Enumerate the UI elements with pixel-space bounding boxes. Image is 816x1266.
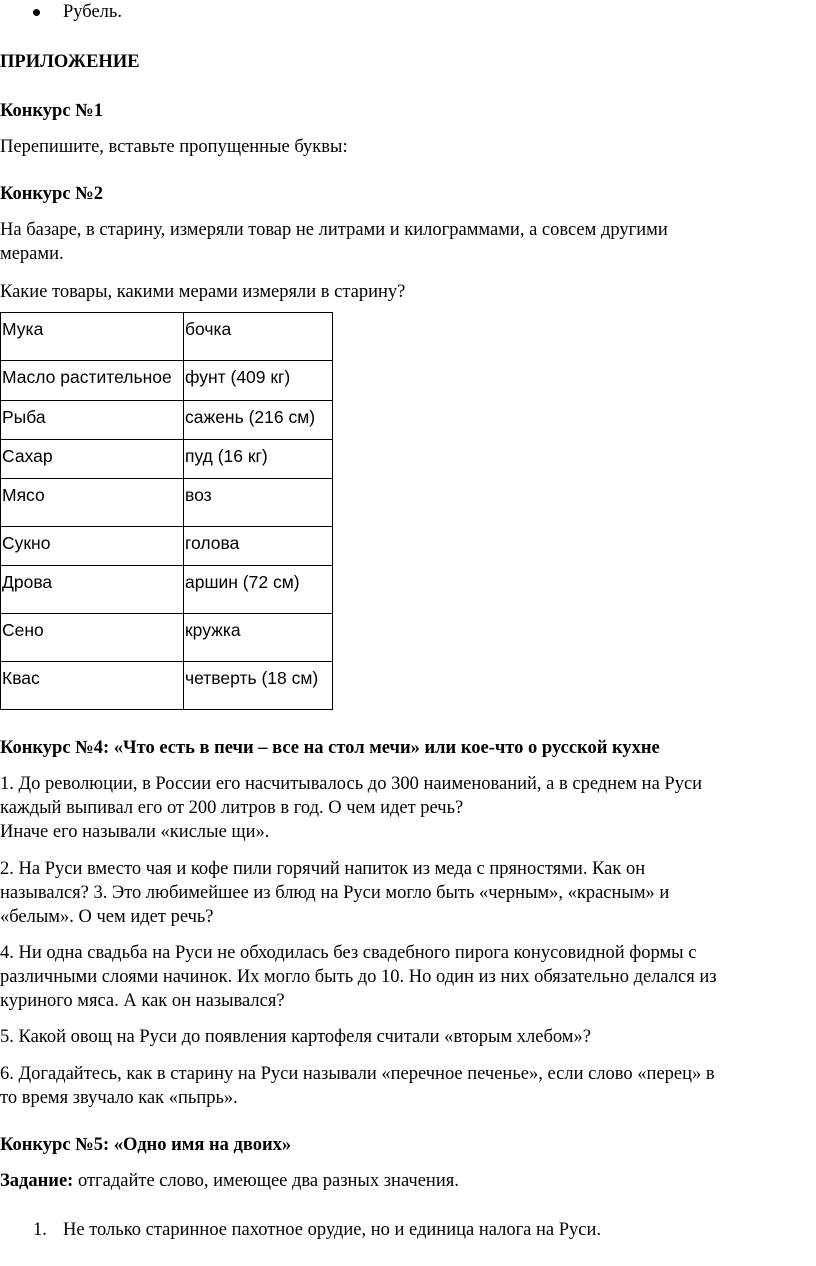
contest4-q4-line2: различными слоями начинок. Их могло быть до 10. Но один из них обязательно делался из [0, 967, 717, 987]
table-row [1, 440, 333, 479]
table-cell-item: Мясо [1, 479, 184, 527]
table-row [1, 401, 333, 440]
table-cell-item: Дрова [1, 566, 184, 614]
table-cell-item: Рыба [1, 401, 184, 440]
task-text: отгадайте слово, имеющее два разных значения. [73, 1171, 459, 1191]
table-cell-item: Мука [1, 313, 184, 361]
table-row [1, 662, 333, 710]
table-cell-measure: бочка [184, 313, 333, 361]
table-cell-measure: фунт (409 кг) [184, 361, 333, 401]
table-row [1, 614, 333, 662]
table-row [1, 479, 333, 527]
contest4-q2-line2: назывался? 3. Это любимейшее из блюд на Руси могло быть «черным», «красным» и [0, 883, 670, 903]
contest1-title: Конкурс №1 [0, 101, 104, 121]
contest4-q1-line2: каждый выпивал его от 200 литров в год. О чем идет речь? [0, 798, 464, 818]
table-row [1, 361, 333, 401]
table-row [1, 566, 333, 614]
contest4-q4-line1: 4. Ни одна свадьба на Руси не обходилась без свадебного пирога конусовидной формы с [0, 943, 697, 963]
table-cell-measure: голова [184, 527, 333, 566]
bullet-icon [33, 9, 40, 16]
contest2-question: Какие товары, какими мерами измеряли в старину? [0, 282, 406, 302]
appendix-heading: ПРИЛОЖЕНИЕ [0, 52, 140, 72]
contest4-q5: 5. Какой овощ на Руси до появления картофеля считали «вторым хлебом»? [0, 1027, 591, 1047]
contest5-title: Конкурс №5: «Одно имя на двоих» [0, 1135, 292, 1155]
contest2-line1: На базаре, в старину, измеряли товар не литрами и килограммами, а совсем другими [0, 220, 668, 240]
table-cell-measure: сажень (216 см) [184, 401, 333, 440]
table-cell-measure: кружка [184, 614, 333, 662]
list-item-number: 1. [33, 1220, 47, 1240]
table-cell-measure: пуд (16 кг) [184, 440, 333, 479]
task-label: Задание: [0, 1171, 74, 1191]
contest5-task [0, 1169, 459, 1193]
table-cell-item: Масло растительное [1, 361, 184, 401]
table-cell-measure: аршин (72 см) [184, 566, 333, 614]
contest4-q6-line2: то время звучало как «пьпрь». [0, 1088, 238, 1108]
table-cell-measure: воз [184, 479, 333, 527]
contest1-text: Перепишите, вставьте пропущенные буквы: [0, 137, 348, 157]
measures-table [0, 312, 333, 710]
table-row [1, 313, 333, 361]
contest4-q1-line3: Иначе его называли «кислые щи». [0, 822, 270, 842]
contest2-line2: мерами. [0, 244, 64, 264]
list-item-text: Не только старинное пахотное орудие, но и единица налога на Руси. [63, 1220, 602, 1240]
contest4-q2-line1: 2. На Руси вместо чая и кофе пили горячий напиток из меда с пряностями. Как он [0, 859, 646, 879]
bullet-item: Рубель. [63, 2, 122, 22]
contest4-q4-line3: куриного мяса. А как он назывался? [0, 991, 285, 1011]
contest4-q2-line3: «белым». О чем идет речь? [0, 907, 214, 927]
contest4-title: Конкурс №4: «Что есть в печи – все на стол мечи» или кое-что о русской кухне [0, 738, 660, 758]
contest4-q6-line1: 6. Догадайтесь, как в старину на Руси называли «перечное печенье», если слово «перец» в [0, 1064, 715, 1084]
table-cell-item: Сахар [1, 440, 184, 479]
contest2-title: Конкурс №2 [0, 184, 104, 204]
table-cell-measure: четверть (18 см) [184, 662, 333, 710]
table-cell-item: Сено [1, 614, 184, 662]
contest4-q1-line1: 1. До революции, в России его насчитывалось до 300 наименований, а в среднем на Руси [0, 774, 703, 794]
table-cell-item: Сукно [1, 527, 184, 566]
table-row [1, 527, 333, 566]
table-cell-item: Квас [1, 662, 184, 710]
